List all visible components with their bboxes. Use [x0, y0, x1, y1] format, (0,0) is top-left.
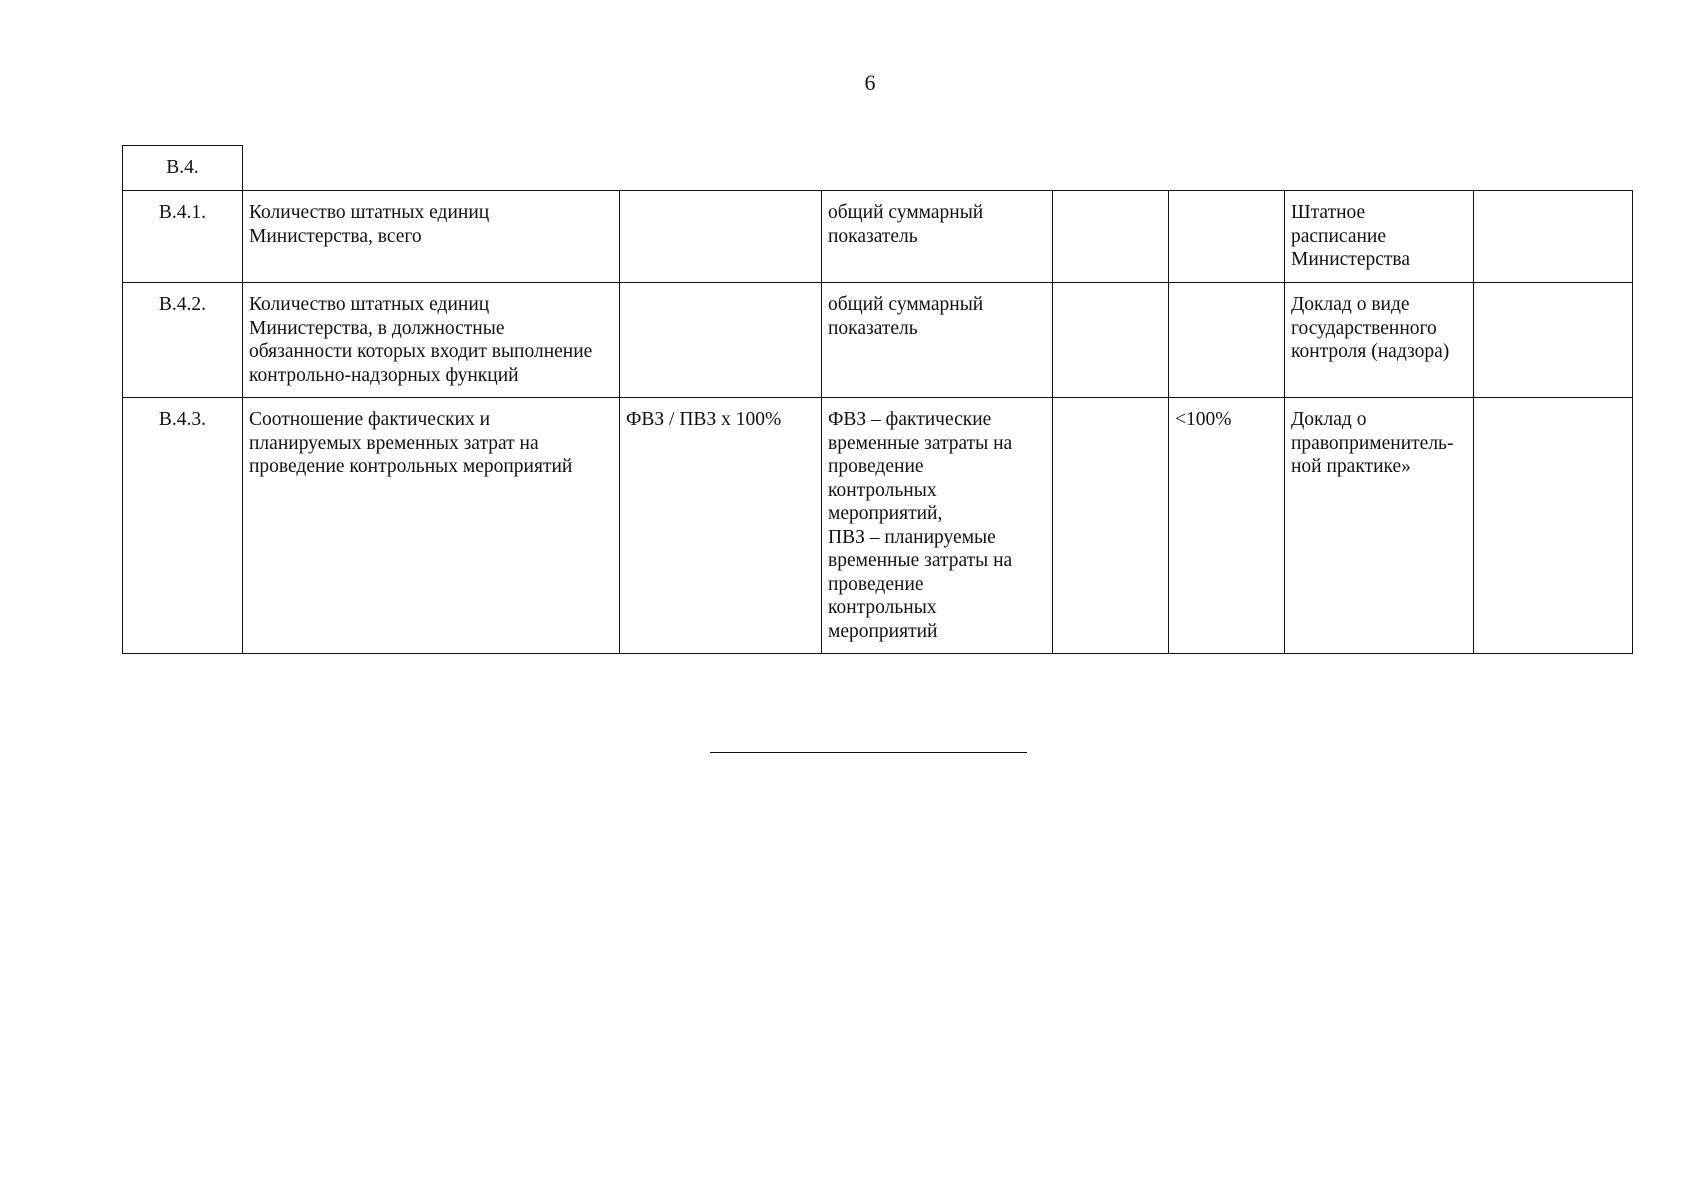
page-number: 6: [864, 70, 876, 95]
column-8-cell: [1474, 398, 1633, 654]
indicators-table: [122, 145, 1633, 654]
source: Доклад о правоприменитель- ной практике»: [1291, 409, 1454, 477]
column-5-cell: [1053, 398, 1169, 654]
row-code: В.4.3.: [158, 409, 207, 430]
row-code-cell: [123, 283, 243, 398]
row-code: В.4.1.: [158, 202, 207, 223]
section-empty-cell: [243, 146, 1633, 191]
formula-cell: [620, 191, 822, 283]
indicator-name: Количество штатных единиц Министерства, всего: [249, 202, 490, 247]
indicator-name-cell: [243, 398, 620, 654]
source: Доклад о виде государственного контроля (надзора): [1291, 294, 1450, 362]
row-code: В.4.2.: [158, 294, 207, 315]
target-value: <100%: [1175, 409, 1232, 430]
formula-cell: [620, 398, 822, 654]
table-row: [123, 283, 1633, 398]
source-cell: [1285, 283, 1474, 398]
row-code-cell: [123, 398, 243, 654]
target-cell: [1169, 283, 1285, 398]
section-code-cell: [123, 146, 243, 191]
description: общий суммарный показатель: [828, 294, 984, 339]
indicator-name-cell: [243, 283, 620, 398]
source: Штатное расписание Министерства: [1291, 202, 1411, 270]
description: общий суммарный показатель: [828, 202, 984, 247]
section-row: [123, 146, 1633, 191]
section-code: В.4.: [166, 157, 199, 178]
description: ФВЗ – фактические временные затраты на проведение контрольных мероприятий, ПВЗ – планируемые временные затраты на проведение контрольных мероприятий: [828, 409, 1013, 642]
indicator-name: Количество штатных единиц Министерства, в должностные обязанности которых входит выполнение контрольно-надзорных функций: [249, 294, 593, 386]
row-code-cell: [123, 191, 243, 283]
description-cell: [822, 398, 1053, 654]
target-cell: [1169, 398, 1285, 654]
source-cell: [1285, 398, 1474, 654]
description-cell: [822, 283, 1053, 398]
column-8-cell: [1474, 191, 1633, 283]
column-5-cell: [1053, 191, 1169, 283]
formula: ФВЗ / ПВЗ х 100%: [626, 409, 782, 430]
source-cell: [1285, 191, 1474, 283]
document-end-rule: [710, 752, 1027, 753]
table-row: [123, 191, 1633, 283]
target-cell: [1169, 191, 1285, 283]
column-5-cell: [1053, 283, 1169, 398]
description-cell: [822, 191, 1053, 283]
indicator-name-cell: [243, 191, 620, 283]
column-8-cell: [1474, 283, 1633, 398]
formula-cell: [620, 283, 822, 398]
table-row: [123, 398, 1633, 654]
indicator-name: Соотношение фактических и планируемых временных затрат на проведение контрольных мероприятий: [249, 409, 573, 477]
